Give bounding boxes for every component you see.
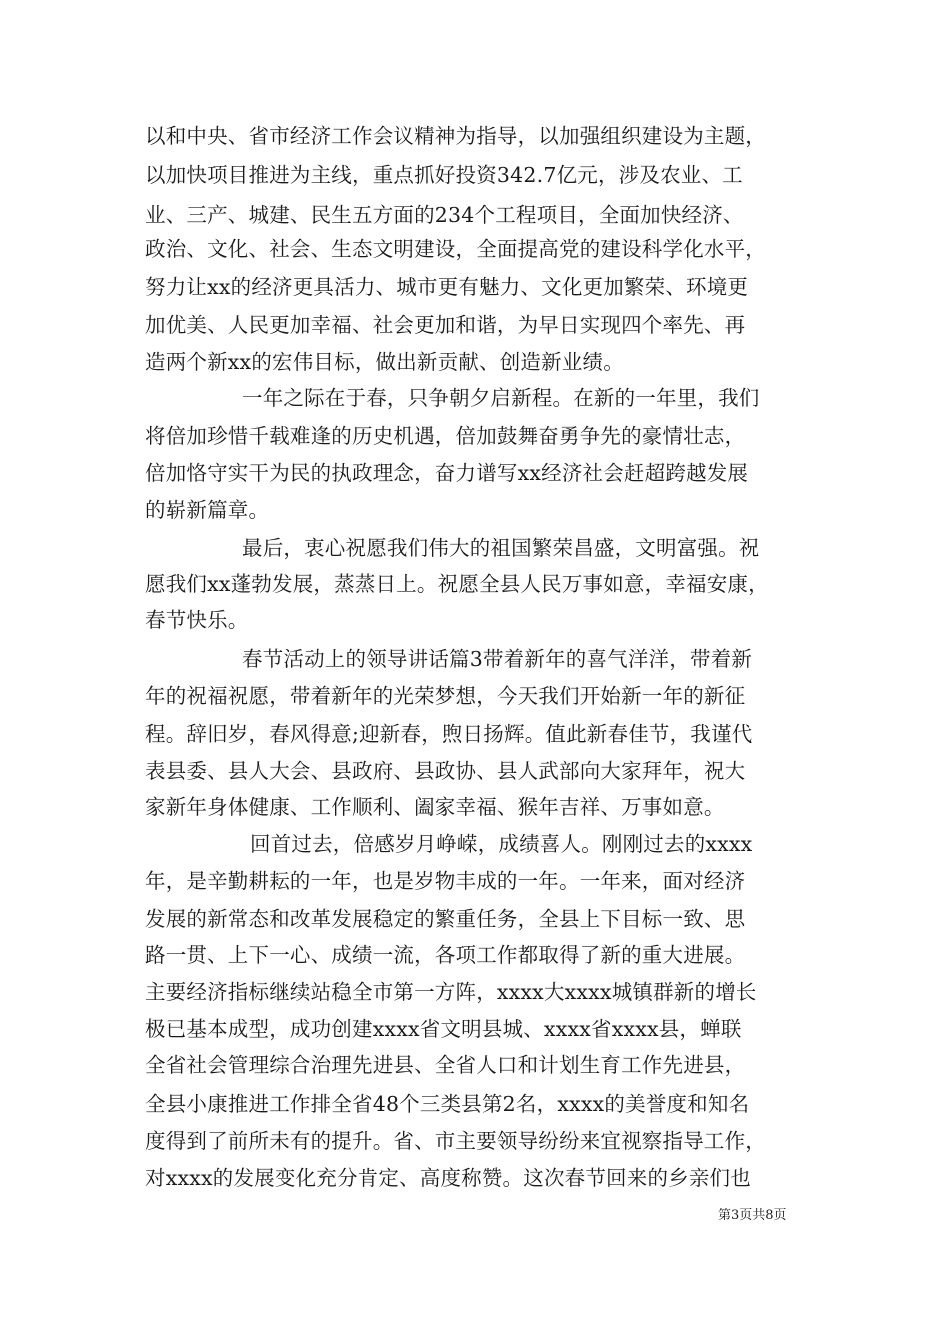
text-line: 加优美、人民更加幸福、社会更加和谐，为早日实现四个率先、再 <box>145 313 746 337</box>
text-line: 造两个新xx的宏伟目标，做出新贡献、创造新业绩。 <box>145 350 624 374</box>
text-line: 年，是辛勤耕耘的一年，也是岁物丰成的一年。一年来，面对经济 <box>145 869 746 893</box>
text-line: 政治、文化、社会、生态文明建设，全面提高党的建设科学化水平， <box>145 237 766 261</box>
paragraph-first-line: 一年之际在于春，只争朝夕启新程。在新的一年里，我们 <box>242 386 760 410</box>
text-line: 将倍加珍惜千载难逢的历史机遇，倍加鼓舞奋勇争先的豪情壮志， <box>145 424 746 448</box>
text-line: 路一贯、上下一心、成绩一流，各项工作都取得了新的重大进展。 <box>145 943 746 967</box>
text-line: 程。辞旧岁，春风得意;迎新春，煦日扬辉。值此新春佳节，我谨代 <box>145 722 753 746</box>
text-line: 度得到了前所未有的提升。省、市主要领导纷纷来宜视察指导工作， <box>145 1129 766 1153</box>
text-line: 春节快乐。 <box>145 608 249 632</box>
text-line: 以加快项目推进为主线，重点抓好投资342.7亿元，涉及农业、工 <box>145 163 743 187</box>
text-line: 以和中央、省市经济工作会议精神为指导，以加强组织建设为主题， <box>145 124 766 148</box>
page-number-footer: 第3页共8页 <box>718 1208 787 1223</box>
text-line: 的崭新篇章。 <box>145 498 270 522</box>
text-line: 业、三产、城建、民生五方面的234个工程项目，全面加快经济、 <box>145 203 744 227</box>
text-line: 努力让xx的经济更具活力、城市更有魅力、文化更加繁荣、环境更 <box>145 275 749 299</box>
text-line: 年的祝福祝愿，带着新年的光荣梦想，今天我们开始新一年的新征 <box>145 684 746 708</box>
paragraph-first-line: 回首过去，倍感岁月峥嵘，成绩喜人。刚刚过去的xxxx <box>250 832 753 856</box>
text-line: 倍加恪守实干为民的执政理念，奋力谱写xx经济社会赶超跨越发展 <box>145 461 749 485</box>
text-line: 全省社会管理综合治理先进县、全省人口和计划生育工作先进县， <box>145 1053 746 1077</box>
text-line: 表县委、县人大会、县政府、县政协、县人武部向大家拜年，祝大 <box>145 759 746 783</box>
text-line: 发展的新常态和改革发展稳定的繁重任务，全县上下目标一致、思 <box>145 907 746 931</box>
text-line: 愿我们xx蓬勃发展，蒸蒸日上。祝愿全县人民万事如意，幸福安康， <box>145 572 769 596</box>
paragraph-first-line: 最后，衷心祝愿我们伟大的祖国繁荣昌盛，文明富强。祝 <box>242 536 760 560</box>
text-line: 主要经济指标继续站稳全市第一方阵，xxxx大xxxx城镇群新的增长 <box>145 980 757 1004</box>
text-line: 极已基本成型，成功创建xxxx省文明县城、xxxx省xxxx县，蝉联 <box>145 1017 742 1041</box>
text-line: 对xxxx的发展变化充分肯定、高度称赞。这次春节回来的乡亲们也 <box>145 1166 751 1190</box>
text-line: 全县小康推进工作排全省48个三类县第2名，xxxx的美誉度和知名 <box>145 1092 750 1116</box>
text-line: 家新年身体健康、工作顺利、阖家幸福、猴年吉祥、万事如意。 <box>145 795 725 819</box>
paragraph-first-line: 春节活动上的领导讲话篇3带着新年的喜气洋洋，带着新 <box>242 647 753 671</box>
